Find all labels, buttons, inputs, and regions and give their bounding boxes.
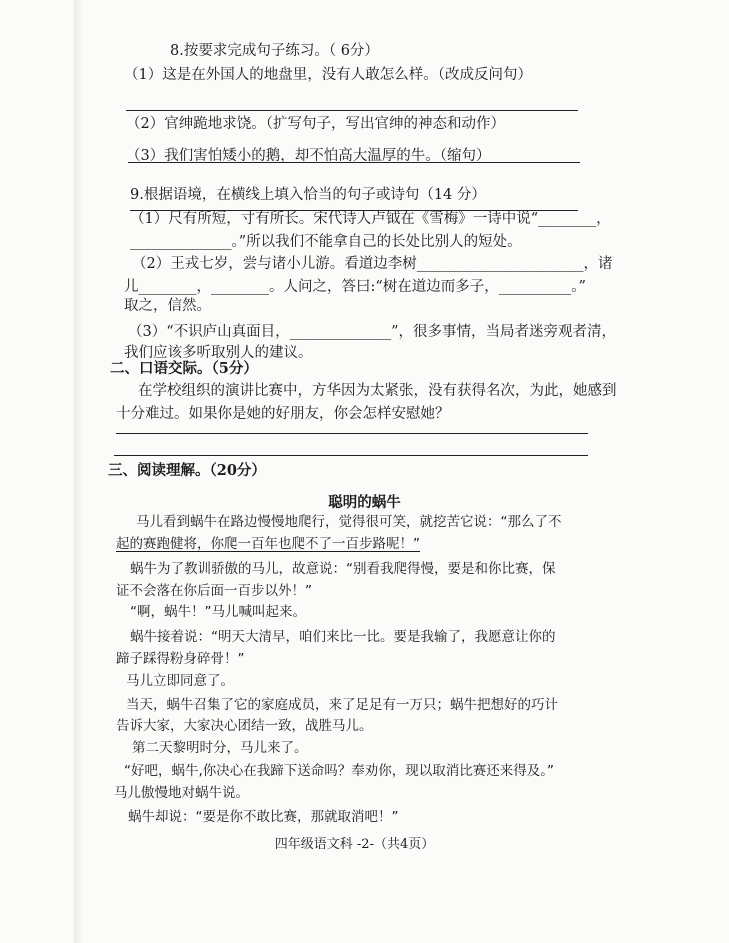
q8-item-1: （1）这是在外国人的地盘里，没有人敢怎么样。（改成反问句） bbox=[124, 67, 532, 83]
story-line-3: 蜗牛为了教训骄傲的马儿，故意说：“别看我爬得慢，要是和你比赛，保 bbox=[130, 561, 556, 577]
story-line-7: 蹄子踩得粉身碎骨！” bbox=[116, 651, 245, 667]
story-line-1: 马儿看到蜗牛在路边慢慢地爬行，觉得很可笑，就挖苦它说：“那么了不 bbox=[136, 514, 562, 530]
q9-line-6: （3）“不识庐山真面目，______________”，很多事情，当局者迷旁观者清， bbox=[128, 324, 617, 340]
section-3-heading: 三、阅读理解。（20分） bbox=[108, 462, 266, 479]
story-line-9: 当天，蜗牛召集了它的家庭成员，来了足足有一万只；蜗牛把想好的巧计 bbox=[126, 697, 558, 713]
story-line-5: “啊，蜗牛！”马儿喊叫起来。 bbox=[130, 604, 306, 620]
section-2-heading: 二、口语交际。（5分） bbox=[110, 360, 258, 377]
story-line-13: 马儿傲慢地对蜗牛说。 bbox=[114, 785, 249, 801]
q8-item-3: （3）我们害怕矮小的鹅，却不怕高大温厚的牛。（缩句） bbox=[126, 148, 491, 164]
q9-heading: 9.根据语境，在横线上填入恰当的句子或诗句（14 分） bbox=[130, 187, 486, 203]
q9-line-2: ______________。”所以我们不能拿自己的长处比别人的短处。 bbox=[130, 234, 522, 250]
answer-line-q8-1 bbox=[126, 110, 578, 111]
section-2-line-2: 十分难过。如果你是她的好朋友，你会怎样安慰她？ bbox=[116, 406, 450, 422]
story-title: 聪明的蜗牛 bbox=[328, 495, 401, 511]
story-line-2-underlined: 起的赛跑健将，你爬一百年也爬不了一百步路呢！” bbox=[116, 536, 420, 552]
page-footer: 四年级语文科 -2-（共4页） bbox=[274, 837, 435, 852]
story-line-11: 第二天黎明时分，马儿来了。 bbox=[132, 740, 308, 756]
story-line-10: 告诉大家，大家决心团结一致，战胜马儿。 bbox=[116, 718, 373, 734]
q8-item-2: （2）官绅跪地求饶。（扩写句子，写出官绅的神态和动作） bbox=[126, 116, 505, 132]
page-edge-shadow bbox=[74, 0, 84, 943]
section-2-line-1: 在学校组织的演讲比赛中，方华因为太紧张，没有获得名次，为此，她感到 bbox=[138, 383, 617, 399]
q9-line-1: （1）尺有所短，寸有所长。宋代诗人卢钺在《雪梅》一诗中说“________， bbox=[130, 211, 611, 227]
story-line-4: 证不会落在你后面一百步以外！” bbox=[116, 583, 312, 599]
q9-line-3: （2）王戎七岁，尝与诸小儿游。看道边李树_______________________，诸 bbox=[132, 256, 613, 272]
answer-line-sec2-1 bbox=[116, 433, 588, 434]
story-line-6: 蜗牛接着说：“明天大清早，咱们来比一比。要是我输了，我愿意让你的 bbox=[130, 629, 556, 645]
q9-line-4: 儿________，________。人问之，答曰:“树在道边而多子，__________。” bbox=[124, 279, 586, 295]
q8-heading: 8.按要求完成句子练习。（ 6分） bbox=[170, 43, 379, 59]
story-line-14: 蜗牛却说：“要是你不敢比赛，那就取消吧！” bbox=[128, 809, 399, 825]
story-line-8: 马儿立即同意了。 bbox=[126, 673, 234, 689]
answer-line-sec2-2 bbox=[114, 455, 588, 456]
q9-line-5: 取之，信然。 bbox=[124, 298, 211, 314]
q9-line-7: 我们应该多听取别人的建议。 bbox=[124, 345, 313, 361]
story-line-12: “好吧，蜗牛,你决心在我蹄下送命吗？奉劝你，现以取消比赛还来得及。” bbox=[124, 763, 555, 779]
